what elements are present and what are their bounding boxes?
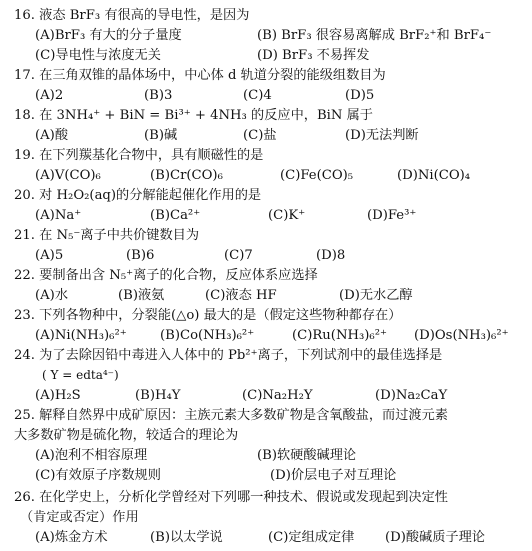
- question-25-stem: 25. 解释自然界中成矿原因：主族元素大多数矿物是含氧酸盐，而过渡元素: [14, 408, 448, 423]
- question-22-stem: 22. 要制备出含 N₅⁺离子的化合物，反应体系应选择: [14, 268, 318, 283]
- question-24-note: ( Y = edta⁴⁻): [42, 368, 119, 382]
- question-23-stem: 23. 下列各物种中，分裂能(△o) 最大的是（假定这些物种都存在）: [14, 308, 402, 323]
- question-23-option-b: (B)Co(NH₃)₆²⁺: [160, 328, 255, 343]
- question-22-option-a: (A)水: [35, 288, 69, 303]
- question-24-option-b: (B)H₄Y: [135, 388, 181, 403]
- question-26-option-a: (A)炼金方术: [35, 530, 108, 545]
- question-22-option-b: (B)液氨: [118, 288, 165, 303]
- question-25-option-d: (D)价层电子对互理论: [270, 468, 397, 483]
- question-20-stem: 20. 对 H₂O₂(aq)的分解能起催化作用的是: [14, 188, 262, 203]
- question-21-option-d: (D)8: [316, 248, 346, 263]
- question-21-option-a: (A)5: [35, 248, 64, 263]
- question-20-option-a: (A)Na⁺: [35, 208, 82, 223]
- question-19-option-d: (D)Ni(CO)₄: [397, 168, 471, 183]
- question-17-option-b: (B)3: [144, 88, 173, 103]
- question-25-option-a: (A)泡利不相容原理: [35, 448, 148, 463]
- question-25-stem-continued: 大多数矿物是硫化物，较适合的理论为: [14, 428, 239, 443]
- question-20-option-b: (B)Ca²⁺: [150, 208, 201, 223]
- question-26-option-c: (C)定组成定律: [268, 530, 355, 545]
- question-17-option-d: (D)5: [345, 88, 375, 103]
- question-19-stem: 19. 在下列羰基化合物中，具有顺磁性的是: [14, 148, 264, 163]
- question-16-stem: 16. 液态 BrF₃ 有很高的导电性，是因为: [14, 8, 250, 23]
- question-22-option-c: (C)液态 HF: [205, 288, 277, 303]
- question-24-option-c: (C)Na₂H₂Y: [242, 388, 313, 403]
- question-24-stem: 24. 为了去除因铅中毒进入人体中的 Pb²⁺离子，下列试剂中的最佳选择是: [14, 348, 443, 363]
- question-17-option-c: (C)4: [243, 88, 272, 103]
- question-21-option-b: (B)6: [126, 248, 155, 263]
- question-23-option-c: (C)Ru(NH₃)₆²⁺: [292, 328, 387, 343]
- question-18-option-d: (D)无法判断: [345, 128, 419, 143]
- question-18-option-b: (B)碱: [144, 128, 178, 143]
- question-17-stem: 17. 在三角双锥的晶体场中，中心体 d 轨道分裂的能级组数目为: [14, 68, 386, 83]
- question-18-option-a: (A)酸: [35, 128, 69, 143]
- question-21-stem: 21. 在 N₅⁻离子中共价键数目为: [14, 228, 200, 243]
- question-16-option-b: (B) BrF₃ 很容易离解成 BrF₂⁺和 BrF₄⁻: [257, 28, 492, 43]
- question-22-option-d: (D)无水乙醇: [339, 288, 413, 303]
- question-16-option-d: (D) BrF₃ 不易挥发: [257, 48, 370, 63]
- question-16-option-a: (A)BrF₃ 有大的分子量度: [35, 28, 182, 43]
- question-19-option-c: (C)Fe(CO)₅: [280, 168, 354, 183]
- question-19-option-a: (A)V(CO)₆: [35, 168, 101, 183]
- question-25-option-c: (C)有效原子序数规则: [35, 468, 161, 483]
- question-18-option-c: (C)盐: [243, 128, 277, 143]
- question-26-stem: 26. 在化学史上，分析化学曾经对下列哪一种技术、假说或发现起到决定性: [14, 490, 448, 505]
- question-18-stem: 18. 在 3NH₄⁺ + BiN = Bi³⁺ + 4NH₃ 的反应中，BiN 属于: [14, 108, 373, 123]
- question-20-option-d: (D)Fe³⁺: [367, 208, 417, 223]
- question-26-option-b: (B)以太学说: [150, 530, 223, 545]
- question-21-option-c: (C)7: [224, 248, 253, 263]
- question-26-stem-continued: （肯定或否定）作用: [20, 510, 139, 525]
- question-25-option-b: (B)软硬酸碱理论: [257, 448, 357, 463]
- question-16-option-c: (C)导电性与浓度无关: [35, 48, 161, 63]
- question-24-option-a: (A)H₂S: [35, 388, 81, 403]
- question-23-option-a: (A)Ni(NH₃)₆²⁺: [35, 328, 127, 343]
- question-23-option-d: (D)Os(NH₃)₆²⁺: [414, 328, 509, 343]
- question-20-option-c: (C)K⁺: [268, 208, 306, 223]
- question-17-option-a: (A)2: [35, 88, 64, 103]
- question-26-option-d: (D)酸碱质子理论: [385, 530, 485, 545]
- question-19-option-b: (B)Cr(CO)₆: [150, 168, 223, 183]
- question-24-option-d: (D)Na₂CaY: [375, 388, 448, 403]
